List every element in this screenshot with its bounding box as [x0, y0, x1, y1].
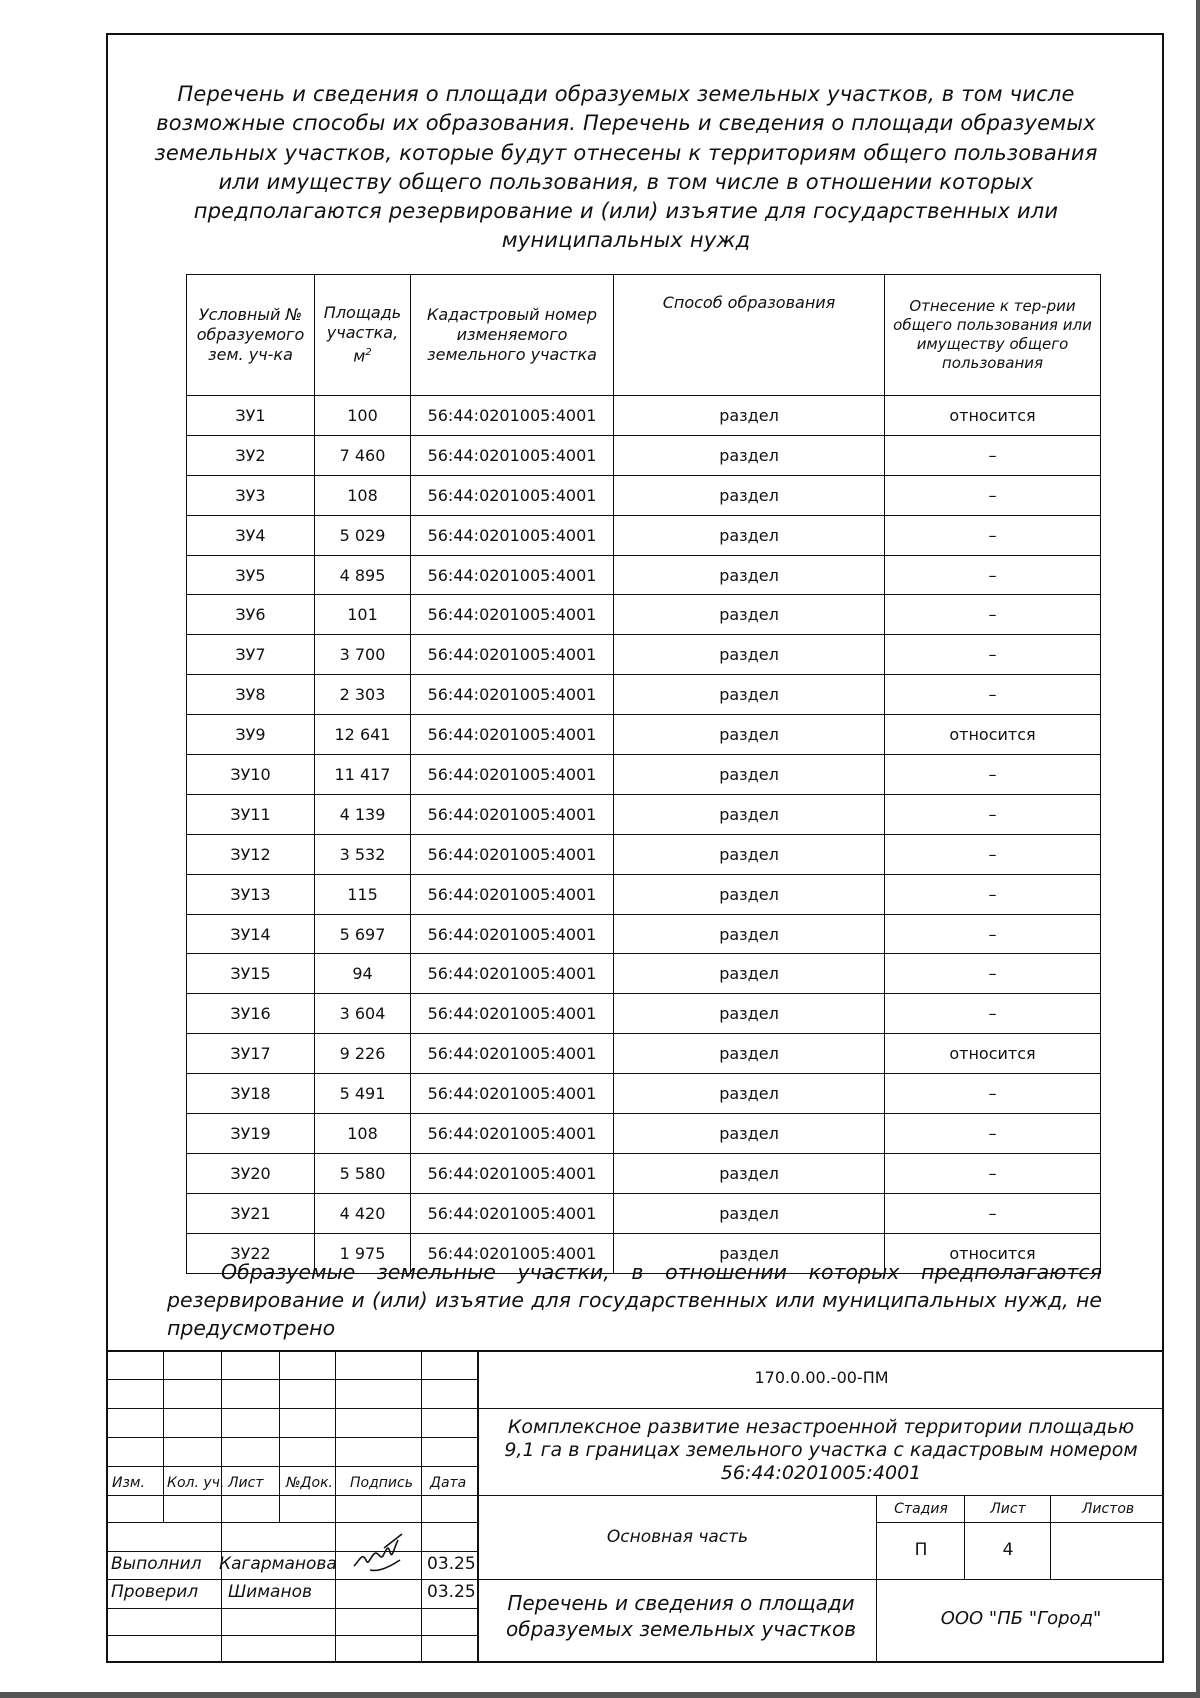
cell-plot-id: ЗУ6: [187, 595, 315, 635]
land-plots-table: [186, 274, 1101, 1274]
tb-line: [163, 1350, 164, 1522]
cell-plot-id: ЗУ20: [187, 1153, 315, 1193]
note-first-line: Образуемые земельные участки, в отношении которых предполагаются: [221, 1260, 1102, 1284]
tb-line: [421, 1350, 422, 1663]
cell-plot-id: ЗУ1: [187, 396, 315, 436]
table-row: [187, 555, 1101, 595]
note-rest: резервирование и (или) изъятие для государственных или муниципальных нужд, не предусмотрено: [167, 1288, 1102, 1340]
tb-line: [106, 1350, 1164, 1352]
table-row: [187, 755, 1101, 795]
cell-public: –: [885, 675, 1101, 715]
cell-area: 3 604: [315, 994, 411, 1034]
cell-cadastral: 56:44:0201005:4001: [411, 475, 614, 515]
cell-cadastral: 56:44:0201005:4001: [411, 435, 614, 475]
cell-method: раздел: [614, 1153, 885, 1193]
header-method: Способ образования: [614, 275, 885, 396]
table-row: [187, 914, 1101, 954]
label-sheet: Лист: [990, 1501, 1026, 1517]
cell-area: 4 420: [315, 1193, 411, 1233]
cell-method: раздел: [614, 515, 885, 555]
organization: ООО "ПБ "Город": [940, 1608, 1102, 1629]
cell-area: 3 700: [315, 635, 411, 675]
cell-area: 1 975: [315, 1233, 411, 1273]
stadiya-value: П: [914, 1540, 928, 1560]
cell-method: раздел: [614, 874, 885, 914]
cell-public: –: [885, 595, 1101, 635]
cell-cadastral: 56:44:0201005:4001: [411, 794, 614, 834]
cell-plot-id: ЗУ15: [187, 954, 315, 994]
cell-area: 5 580: [315, 1153, 411, 1193]
date-performed: 03.25: [427, 1554, 476, 1574]
cell-plot-id: ЗУ17: [187, 1034, 315, 1074]
table-row: [187, 595, 1101, 635]
cell-plot-id: ЗУ8: [187, 675, 315, 715]
table-row: [187, 954, 1101, 994]
label-list: Лист: [228, 1475, 264, 1491]
table-row: [187, 874, 1101, 914]
header-public: Отнесение к тер-рии общего пользования или имуществу общего пользования: [885, 275, 1101, 396]
cell-cadastral: 56:44:0201005:4001: [411, 675, 614, 715]
cell-area: 4 139: [315, 794, 411, 834]
table-row: [187, 794, 1101, 834]
cell-cadastral: 56:44:0201005:4001: [411, 1114, 614, 1154]
table-row: [187, 515, 1101, 555]
cell-plot-id: ЗУ3: [187, 475, 315, 515]
cell-method: раздел: [614, 794, 885, 834]
cell-plot-id: ЗУ11: [187, 794, 315, 834]
cell-method: раздел: [614, 834, 885, 874]
cell-method: раздел: [614, 1114, 885, 1154]
table-row: [187, 475, 1101, 515]
cell-area: 108: [315, 1114, 411, 1154]
table-row: [187, 435, 1101, 475]
cell-method: раздел: [614, 675, 885, 715]
cell-plot-id: ЗУ22: [187, 1233, 315, 1273]
name-checked: Шиманов: [228, 1582, 313, 1602]
header-area-label: Площадь участка,: [323, 303, 402, 343]
table-header-row: [187, 275, 1101, 396]
label-data: Дата: [430, 1475, 467, 1491]
section-name: Основная часть: [606, 1527, 749, 1547]
cell-public: –: [885, 1153, 1101, 1193]
page-edge-shadow: [1196, 0, 1200, 1698]
cell-cadastral: 56:44:0201005:4001: [411, 834, 614, 874]
cell-public: –: [885, 475, 1101, 515]
table-row: [187, 1034, 1101, 1074]
cell-area: 101: [315, 595, 411, 635]
cell-method: раздел: [614, 396, 885, 436]
cell-cadastral: 56:44:0201005:4001: [411, 595, 614, 635]
table-row: [187, 1153, 1101, 1193]
table-row: [187, 396, 1101, 436]
cell-plot-id: ЗУ9: [187, 715, 315, 755]
sheet-number: 4: [1002, 1540, 1014, 1560]
label-ndok: №Док.: [286, 1475, 333, 1491]
cell-cadastral: 56:44:0201005:4001: [411, 1233, 614, 1273]
cell-cadastral: 56:44:0201005:4001: [411, 954, 614, 994]
role-performed: Выполнил: [111, 1554, 202, 1574]
project-name: Комплексное развитие незастроенной территории площадью 9,1 га в границах земельного участка с кадастровым номером 56:44:0201005:4001: [504, 1416, 1138, 1484]
cell-area: 3 532: [315, 834, 411, 874]
table-row: [187, 635, 1101, 675]
cell-cadastral: 56:44:0201005:4001: [411, 1193, 614, 1233]
name-performed: Кагарманова: [219, 1554, 337, 1574]
cell-public: –: [885, 1114, 1101, 1154]
cell-method: раздел: [614, 954, 885, 994]
table-row: [187, 1074, 1101, 1114]
cell-method: раздел: [614, 994, 885, 1034]
header-area-unit-power: 2: [365, 347, 372, 359]
table-row: [187, 834, 1101, 874]
cell-public: –: [885, 1193, 1101, 1233]
cell-plot-id: ЗУ12: [187, 834, 315, 874]
cell-public: –: [885, 954, 1101, 994]
cell-public: относится: [885, 1233, 1101, 1273]
cell-public: –: [885, 755, 1101, 795]
cell-method: раздел: [614, 635, 885, 675]
cell-method: раздел: [614, 555, 885, 595]
label-sheets: Листов: [1081, 1501, 1135, 1517]
cell-public: –: [885, 555, 1101, 595]
cell-public: относится: [885, 1034, 1101, 1074]
signature-image: [350, 1530, 410, 1578]
cell-cadastral: 56:44:0201005:4001: [411, 715, 614, 755]
cell-area: 5 491: [315, 1074, 411, 1114]
cell-area: 108: [315, 475, 411, 515]
cell-method: раздел: [614, 914, 885, 954]
cell-cadastral: 56:44:0201005:4001: [411, 914, 614, 954]
table-row: [187, 1193, 1101, 1233]
cell-cadastral: 56:44:0201005:4001: [411, 515, 614, 555]
cell-public: –: [885, 994, 1101, 1034]
cell-plot-id: ЗУ10: [187, 755, 315, 795]
tb-line: [477, 1350, 479, 1663]
cell-method: раздел: [614, 715, 885, 755]
table-row: [187, 675, 1101, 715]
doc-code: 170.0.00.-00-ПМ: [754, 1368, 889, 1387]
label-izm: Изм.: [112, 1475, 145, 1491]
document-title: Перечень и сведения о площади образуемых земельных участков, в том числе возможные способы их образования. Перечень и сведения о площади образуемых земельных участков, которые будут отнесены к территориям общего пользования или имуществу общего пользования, в том числе в отношении которых предполагаются резервирование и (или) изъятие для государственных или муниципальных нужд: [154, 82, 1098, 253]
header-plot-id: Условный № образуемого зем. уч-ка: [187, 275, 315, 396]
cell-area: 115: [315, 874, 411, 914]
title-block: [106, 1350, 1164, 1663]
cell-cadastral: 56:44:0201005:4001: [411, 1074, 614, 1114]
note-paragraph: [167, 1258, 1102, 1342]
cell-public: –: [885, 435, 1101, 475]
cell-public: –: [885, 794, 1101, 834]
cell-plot-id: ЗУ7: [187, 635, 315, 675]
tb-line: [279, 1350, 280, 1522]
cell-cadastral: 56:44:0201005:4001: [411, 396, 614, 436]
cell-cadastral: 56:44:0201005:4001: [411, 635, 614, 675]
cell-plot-id: ЗУ14: [187, 914, 315, 954]
table-row: [187, 1114, 1101, 1154]
cell-public: –: [885, 914, 1101, 954]
header-area: [315, 275, 411, 396]
table-row: [187, 715, 1101, 755]
tb-line: [876, 1495, 877, 1663]
cell-area: 2 303: [315, 675, 411, 715]
page-edge-shadow: [0, 1692, 1200, 1698]
cell-cadastral: 56:44:0201005:4001: [411, 874, 614, 914]
cell-method: раздел: [614, 475, 885, 515]
date-checked: 03.25: [427, 1582, 476, 1602]
cell-plot-id: ЗУ4: [187, 515, 315, 555]
tb-line: [876, 1522, 1164, 1523]
sheet-title: Перечень и сведения о площади образуемых земельных участков: [506, 1591, 856, 1641]
cell-method: раздел: [614, 1034, 885, 1074]
cell-area: 5 029: [315, 515, 411, 555]
cell-public: –: [885, 874, 1101, 914]
table-row: [187, 994, 1101, 1034]
cell-plot-id: ЗУ19: [187, 1114, 315, 1154]
cell-area: 100: [315, 396, 411, 436]
cell-public: относится: [885, 715, 1101, 755]
cell-area: 94: [315, 954, 411, 994]
tb-line: [335, 1350, 336, 1663]
cell-public: относится: [885, 396, 1101, 436]
cell-method: раздел: [614, 1233, 885, 1273]
header-cadastral: Кадастровый номер изменяемого земельного участка: [411, 275, 614, 396]
cell-cadastral: 56:44:0201005:4001: [411, 1034, 614, 1074]
header-area-unit: м: [353, 346, 366, 366]
tb-line: [477, 1408, 1164, 1409]
cell-plot-id: ЗУ21: [187, 1193, 315, 1233]
label-stadiya: Стадия: [894, 1501, 948, 1517]
label-kol-uch: Кол. уч.: [167, 1475, 225, 1491]
tb-line: [477, 1579, 1164, 1580]
cell-method: раздел: [614, 595, 885, 635]
label-podpis: Подпись: [350, 1475, 413, 1491]
cell-cadastral: 56:44:0201005:4001: [411, 555, 614, 595]
cell-plot-id: ЗУ13: [187, 874, 315, 914]
tb-line: [477, 1495, 1164, 1496]
cell-cadastral: 56:44:0201005:4001: [411, 994, 614, 1034]
cell-method: раздел: [614, 1193, 885, 1233]
role-checked: Проверил: [111, 1582, 199, 1602]
table-body: [187, 396, 1101, 1274]
cell-area: 9 226: [315, 1034, 411, 1074]
cell-method: раздел: [614, 435, 885, 475]
cell-cadastral: 56:44:0201005:4001: [411, 1153, 614, 1193]
tb-line: [221, 1350, 222, 1663]
cell-public: –: [885, 635, 1101, 675]
cell-method: раздел: [614, 1074, 885, 1114]
cell-area: 4 895: [315, 555, 411, 595]
cell-cadastral: 56:44:0201005:4001: [411, 755, 614, 795]
cell-area: 7 460: [315, 435, 411, 475]
cell-area: 5 697: [315, 914, 411, 954]
cell-plot-id: ЗУ2: [187, 435, 315, 475]
cell-area: 12 641: [315, 715, 411, 755]
cell-method: раздел: [614, 755, 885, 795]
cell-plot-id: ЗУ18: [187, 1074, 315, 1114]
cell-public: –: [885, 1074, 1101, 1114]
cell-public: –: [885, 834, 1101, 874]
cell-plot-id: ЗУ16: [187, 994, 315, 1034]
cell-plot-id: ЗУ5: [187, 555, 315, 595]
cell-area: 11 417: [315, 755, 411, 795]
cell-public: –: [885, 515, 1101, 555]
